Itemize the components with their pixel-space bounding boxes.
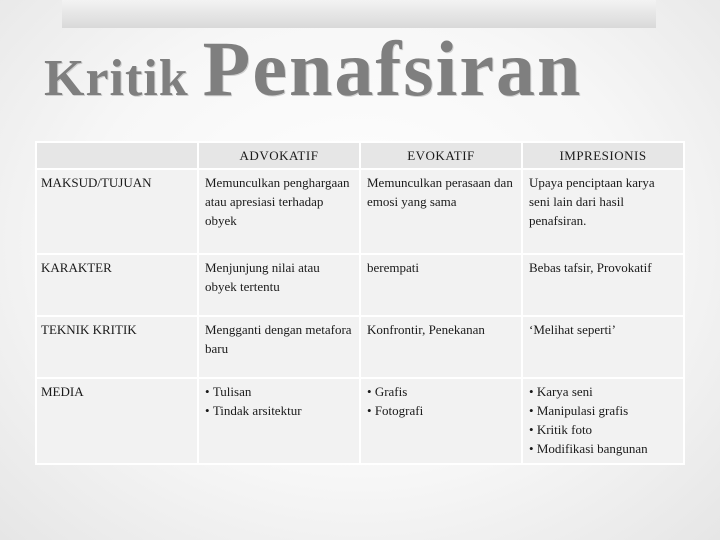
bullet-list — [205, 382, 353, 420]
table-row — [37, 255, 683, 315]
slide-title — [44, 24, 582, 114]
bullet-list — [529, 382, 677, 458]
table-row — [37, 379, 683, 463]
comparison-table — [35, 141, 685, 465]
list-item: • Modifikasi bangunan — [529, 439, 677, 458]
row-label-teknik: TEKNIK KRITIK — [37, 317, 197, 377]
cell-impresionis: ‘Melihat seperti’ — [523, 317, 683, 377]
header-evokatif: EVOKATIF — [361, 143, 521, 168]
row-label-maksud: MAKSUD/TUJUAN — [37, 170, 197, 253]
cell-advokatif: Mengganti dengan metafora baru — [199, 317, 359, 377]
title-penafsiran: Penafsiran — [202, 25, 583, 112]
cell-impresionis: Upaya penciptaan karya seni lain dari hasil penafsiran. — [523, 170, 683, 253]
list-item: • Tindak arsitektur — [205, 401, 353, 420]
table-row — [37, 317, 683, 377]
cell-advokatif: Menjunjung nilai atau obyek tertentu — [199, 255, 359, 315]
title-kritik: Kritik — [44, 50, 189, 107]
cell-advokatif: Memunculkan penghargaan atau apresiasi terhadap obyek — [199, 170, 359, 253]
cell-impresionis — [523, 379, 683, 463]
cell-evokatif — [361, 379, 521, 463]
header-impresionis: IMPRESIONIS — [523, 143, 683, 168]
cell-evokatif: Memunculkan perasaan dan emosi yang sama — [361, 170, 521, 253]
cell-advokatif — [199, 379, 359, 463]
header-empty — [37, 143, 197, 168]
list-item: • Tulisan — [205, 382, 353, 401]
list-item: • Manipulasi grafis — [529, 401, 677, 420]
cell-evokatif: Konfrontir, Penekanan — [361, 317, 521, 377]
table-header-row — [37, 143, 683, 168]
list-item: • Kritik foto — [529, 420, 677, 439]
list-item: • Karya seni — [529, 382, 677, 401]
row-label-karakter: KARAKTER — [37, 255, 197, 315]
table-row — [37, 170, 683, 253]
cell-impresionis: Bebas tafsir, Provokatif — [523, 255, 683, 315]
cell-evokatif: berempati — [361, 255, 521, 315]
bullet-list — [367, 382, 515, 420]
list-item: • Fotografi — [367, 401, 515, 420]
header-advokatif: ADVOKATIF — [199, 143, 359, 168]
list-item: • Grafis — [367, 382, 515, 401]
row-label-media: MEDIA — [37, 379, 197, 463]
